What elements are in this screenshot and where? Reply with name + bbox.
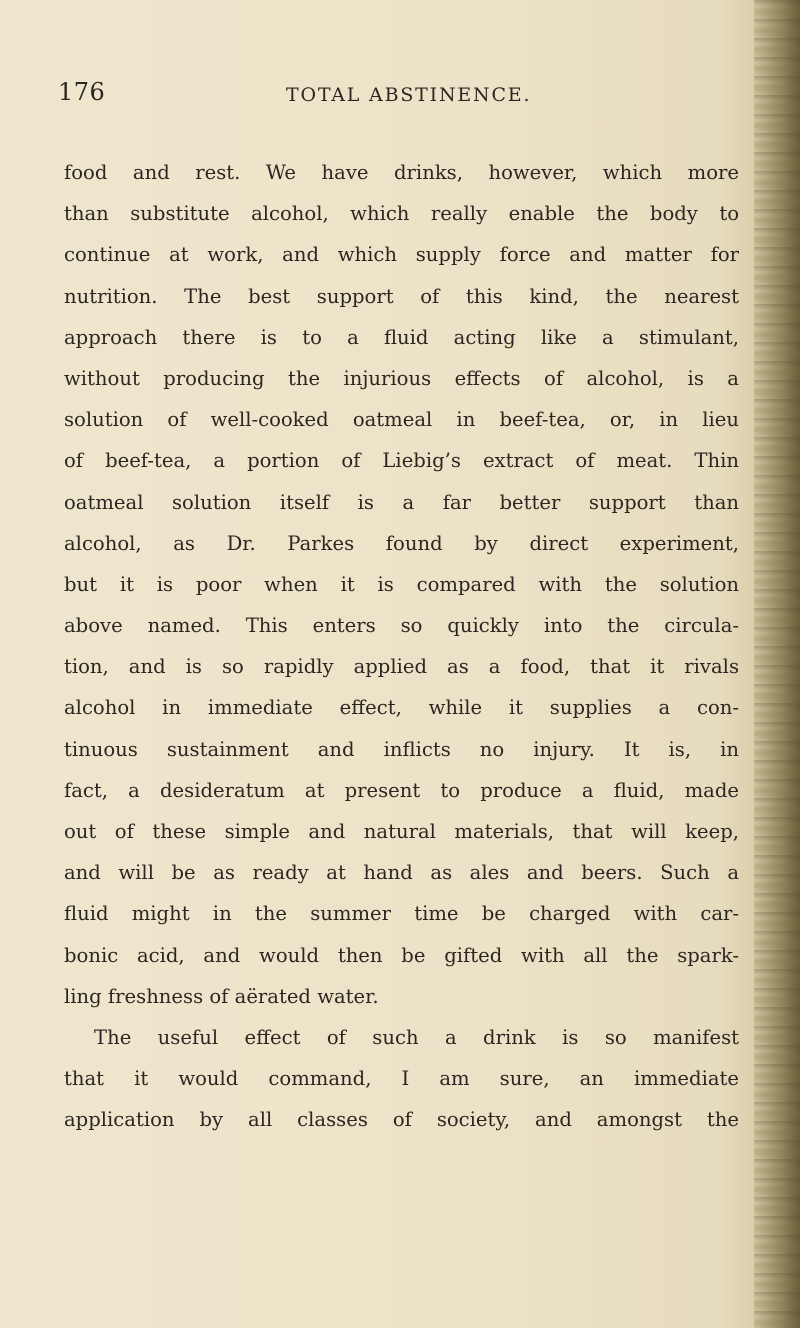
- text-line: of beef-tea, a portion of Liebig’s extract of meat. Thin: [64, 449, 739, 473]
- text-line-paragraph-start: The useful effect of such a drink is so manifest: [94, 1025, 739, 1049]
- text-line: without producing the injurious effects of alcohol, is a: [64, 366, 739, 390]
- text-line: fact, a desideratum at present to produce a fluid, made: [64, 778, 739, 802]
- text-line: tion, and is so rapidly applied as a food, that it rivals: [64, 655, 739, 679]
- text-line: out of these simple and natural materials, that will keep,: [64, 820, 739, 843]
- text-line: nutrition. The best support of this kind, the nearest: [64, 284, 739, 308]
- text-line: solution of well-cooked oatmeal in beef-tea, or, in lieu: [64, 408, 739, 432]
- text-line: application by all classes of society, and amongst the: [64, 1108, 739, 1132]
- text-line: tinuous sustainment and inflicts no injury. It is, in: [64, 737, 739, 761]
- text-line: alcohol, as Dr. Parkes found by direct experiment,: [64, 531, 739, 555]
- text-line: alcohol in immediate effect, while it supplies a con-: [64, 696, 739, 720]
- text-line: food and rest. We have drinks, however, which more: [64, 161, 739, 184]
- text-line: fluid might in the summer time be charged with car-: [64, 902, 739, 926]
- text-line: oatmeal solution itself is a far better support than: [64, 490, 739, 514]
- text-line: that it would command, I am sure, an immediate: [64, 1067, 739, 1091]
- page-edge-shadow: [754, 0, 800, 1328]
- text-line: but it is poor when it is compared with the solution: [64, 572, 739, 596]
- running-head: TOTAL ABSTINENCE.: [286, 84, 532, 106]
- text-line: approach there is to a fluid acting like a stimulant,: [64, 325, 739, 349]
- text-line: and will be as ready at hand as ales and beers. Such a: [64, 861, 739, 885]
- page-header: [58, 78, 758, 118]
- body-text: [64, 152, 739, 1141]
- text-line: than substitute alcohol, which really enable the body to: [64, 202, 739, 226]
- text-line: bonic acid, and would then be gifted with all the spark-: [64, 943, 739, 967]
- text-line: above named. This enters so quickly into the circula-: [64, 614, 739, 638]
- page-number: 176: [58, 78, 106, 106]
- text-line: continue at work, and which supply force and matter for: [64, 243, 739, 267]
- text-line-paragraph-end: ling freshness of aërated water.: [64, 984, 379, 1008]
